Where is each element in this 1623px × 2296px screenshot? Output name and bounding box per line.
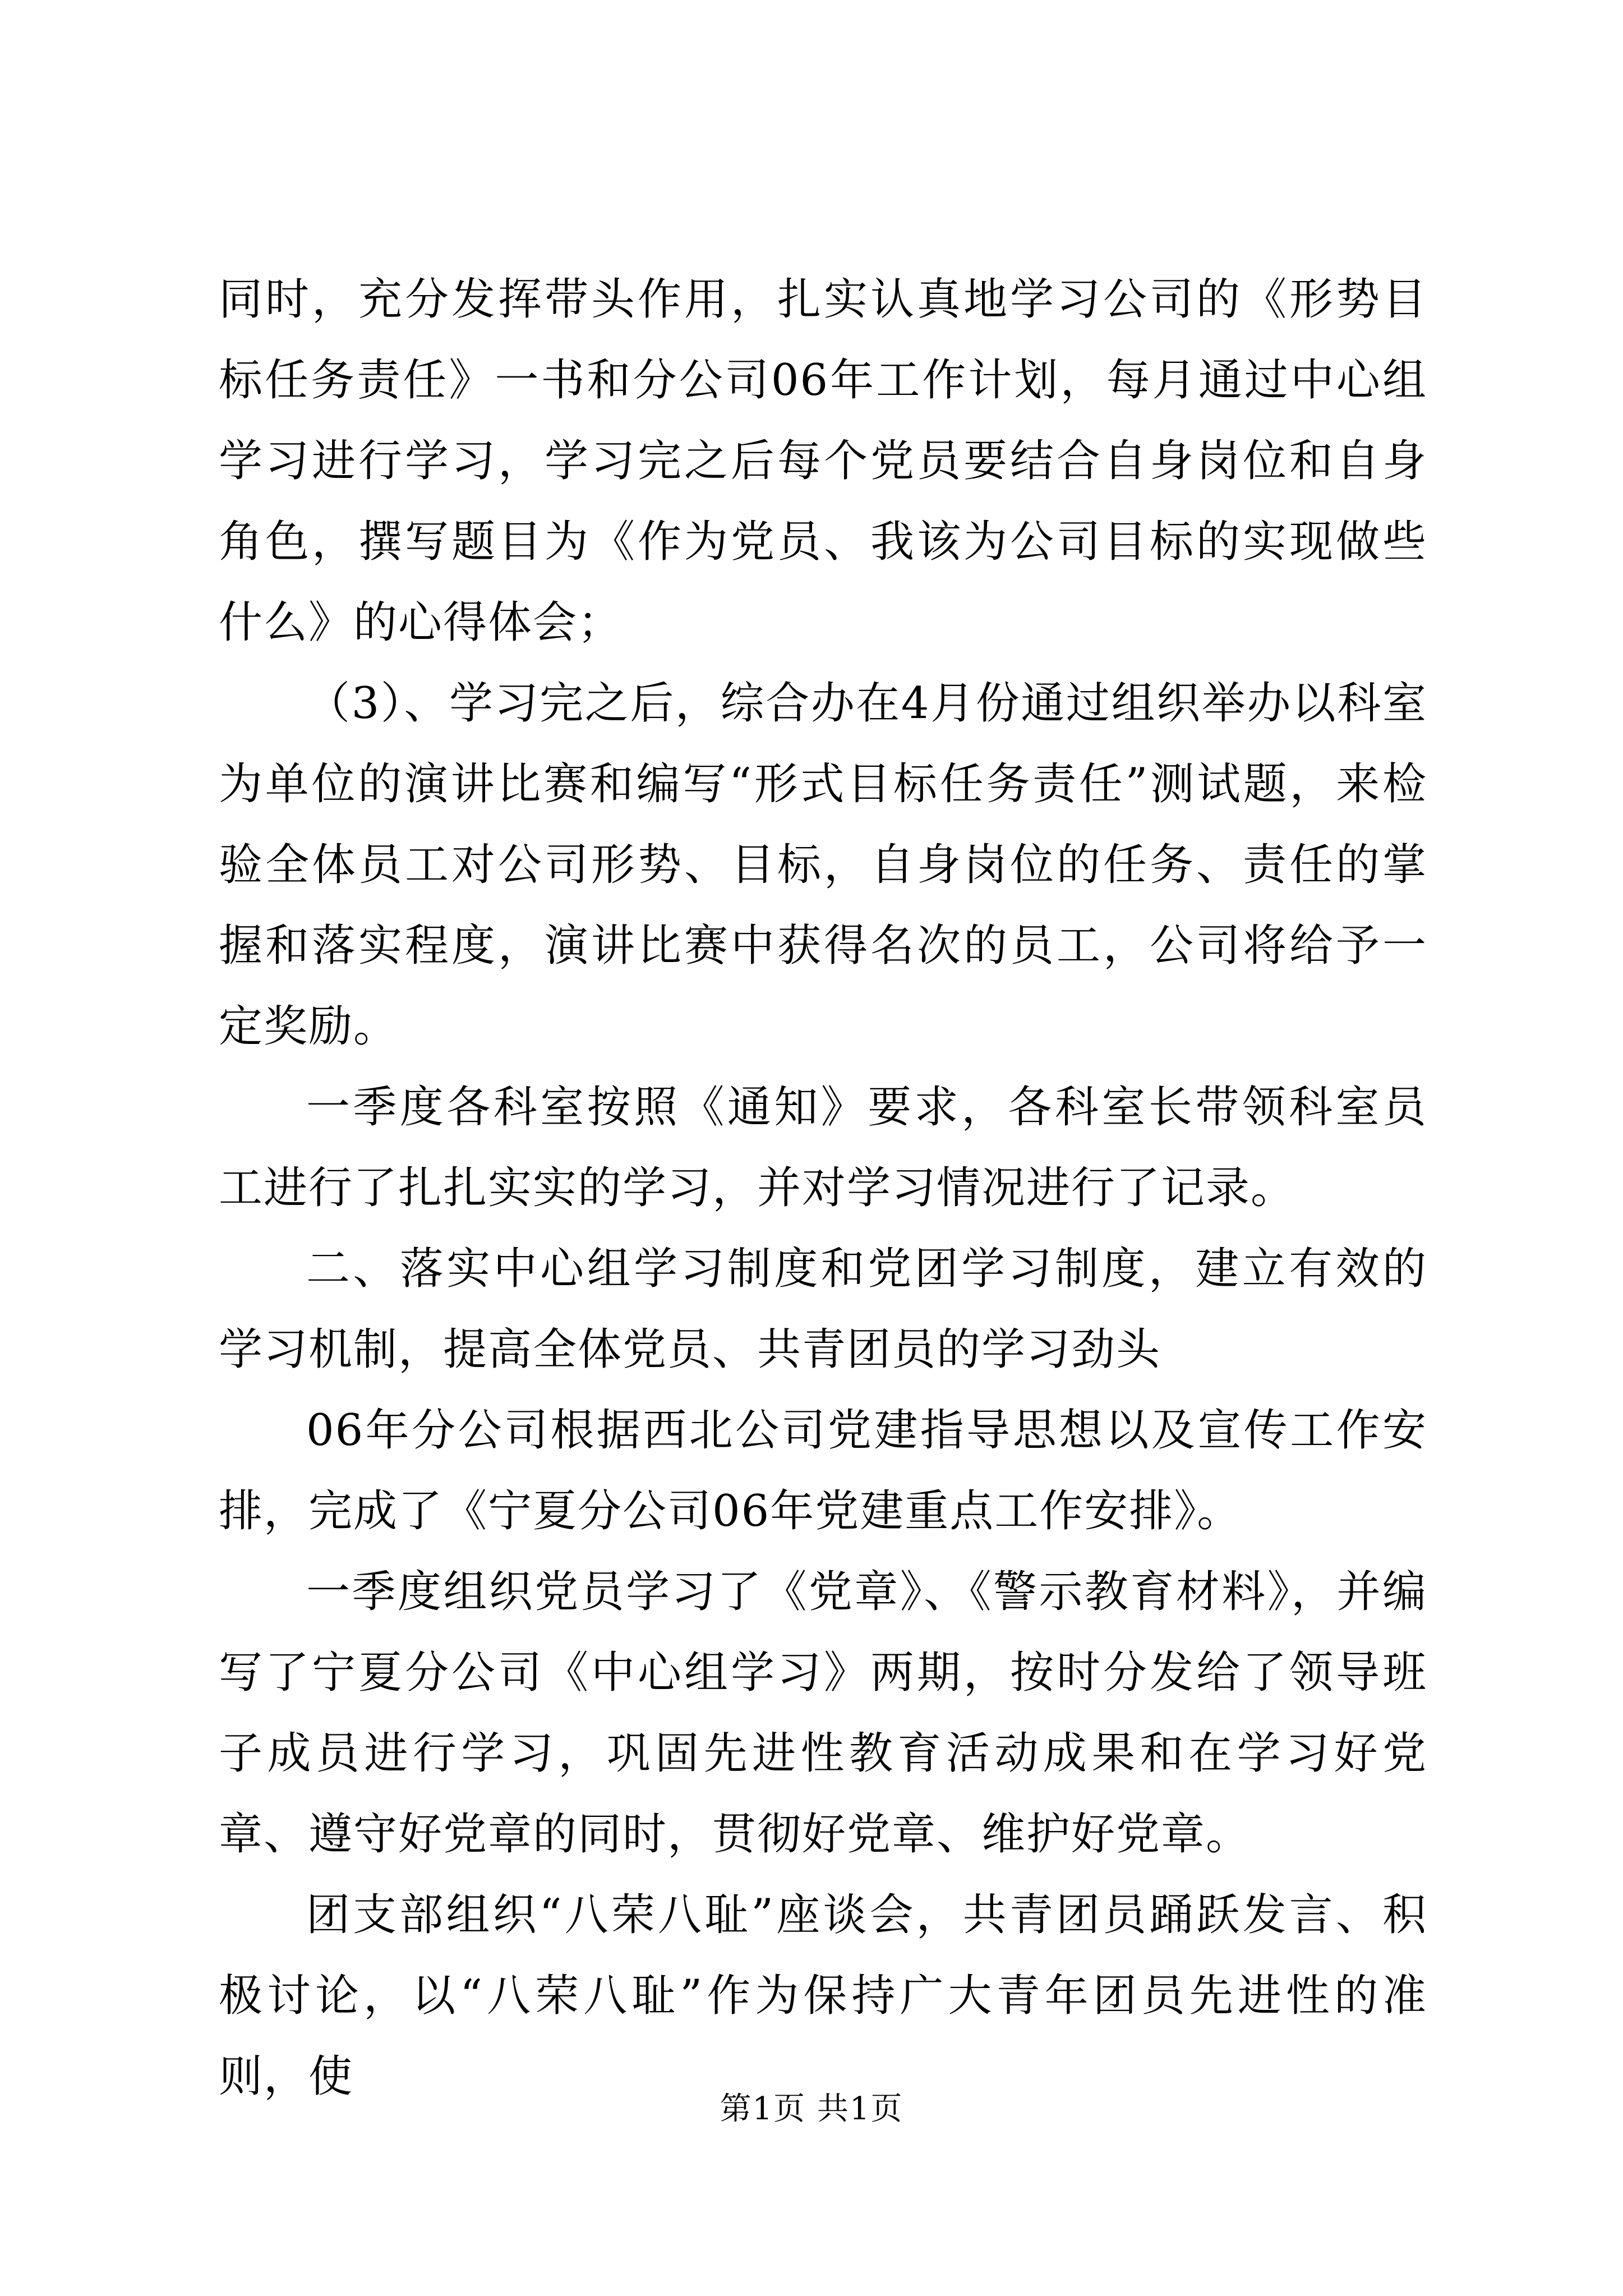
paragraph-2: （3）、学习完之后，综合办在4月份通过组织举办以科室为单位的演讲比赛和编写“形式目标任务责任”测试题，来检验全体员工对公司形势、目标，自身岗位的任务、责任的掌握和落实程度，演讲比赛中获得名次的员工，公司将给予一定奖励。 [219,678,1427,1052]
paragraph-7: 团支部组织“八荣八耻”座谈会，共青团员踊跃发言、积极讨论，以“八荣八耻”作为保持广大青年团员先进性的准则，使 [219,1890,1427,2102]
paragraph-4-heading: 二、落实中心组学习制度和党团学习制度，建立有效的学习机制，提高全体党员、共青团员的学习劲头 [219,1244,1427,1375]
paragraph-3: 一季度各科室按照《通知》要求，各科室长带领科室员工进行了扎扎实实的学习，并对学习情况进行了记录。 [219,1082,1427,1213]
paragraph-5: 06年分公司根据西北公司党建指导思想以及宣传工作安排，完成了《宁夏分公司06年党建重点工作安排》。 [219,1405,1427,1536]
paragraph-6: 一季度组织党员学习了《党章》、《警示教育材料》，并编写了宁夏分公司《中心组学习》两期，按时分发给了领导班子成员进行学习，巩固先进性教育活动成果和在学习好党章、遵守好党章的同时，贯彻好党章、维护好党章。 [219,1567,1427,1860]
page-footer: 第1页 共1页 [720,2091,903,2127]
document-body [219,259,1427,2117]
paragraph-1: 同时，充分发挥带头作用，扎实认真地学习公司的《形势目标任务责任》一书和分公司06年工作计划，每月通过中心组学习进行学习，学习完之后每个党员要结合自身岗位和自身角色，撰写题目为《作为党员、我该为公司目标的实现做些什么》的心得体会； [219,274,1427,648]
